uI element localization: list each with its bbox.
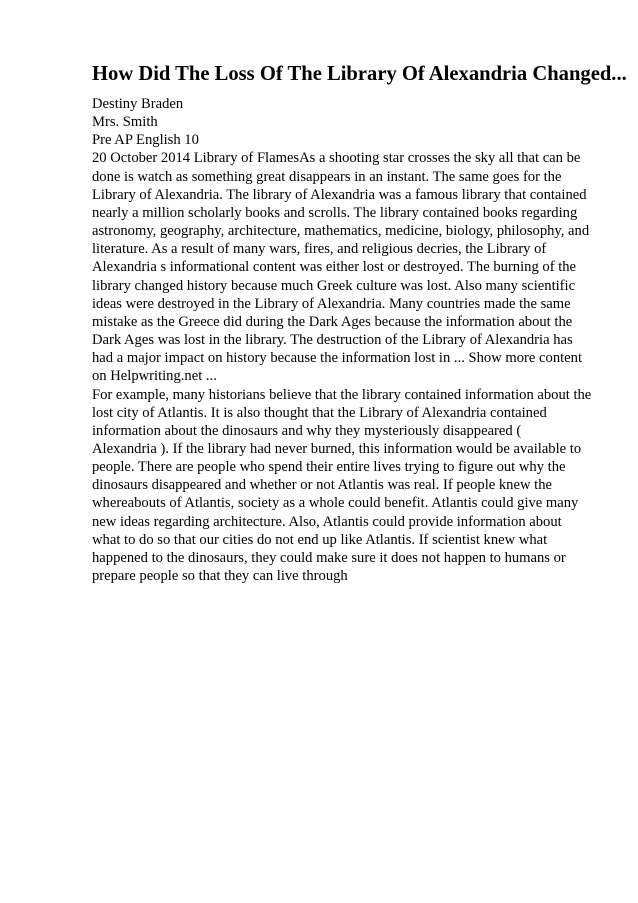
body-line: on Helpwriting.net ... xyxy=(92,368,217,385)
body-line: new ideas regarding architecture. Also, Atlantis could provide information about xyxy=(92,513,562,530)
body-line: done is watch as something great disappears in an instant. The same goes for the xyxy=(92,168,562,185)
body-line: Destiny Braden xyxy=(92,96,184,112)
body-line: 20 October 2014 Library of FlamesAs a shooting star crosses the sky all that can be xyxy=(92,150,581,167)
body-line: information about the dinosaurs and why they mysteriously disappeared ( xyxy=(92,422,522,439)
body-line: had a major impact on history because the information lost in ... Show more content xyxy=(92,350,582,367)
body-line: what to do so that our cities do not end up like Atlantis. If scientist knew what xyxy=(92,531,548,548)
document-body xyxy=(92,95,602,585)
body-line: mistake as the Greece did during the Dark Ages because the information about the xyxy=(92,313,573,330)
document-title: How Did The Loss Of The Library Of Alexandria Changed... xyxy=(92,63,627,85)
body-line: Dark Ages was lost in the library. The destruction of the Library of Alexandria has xyxy=(92,332,573,349)
body-line: dinosaurs disappeared and whether or not Atlantis was real. If people knew the xyxy=(92,477,552,494)
body-line: nearly a million scholarly books and scrolls. The library contained books regarding xyxy=(92,204,578,221)
body-line: Library of Alexandria. The library of Alexandria was a famous library that contained xyxy=(92,186,587,203)
body-line: happened to the dinosaurs, they could make sure it does not happen to humans or xyxy=(92,549,566,566)
body-line: library changed history because much Greek culture was lost. Also many scientific xyxy=(92,277,576,294)
body-line: astronomy, geography, architecture, mathematics, medicine, biology, philosophy, and xyxy=(92,223,590,240)
body-line: ideas were destroyed in the Library of Alexandria. Many countries made the same xyxy=(92,295,571,312)
body-line: Alexandria ). If the library had never burned, this information would be available to xyxy=(92,440,582,457)
body-line: people. There are people who spend their entire lives trying to figure out why the xyxy=(92,459,566,476)
body-line: literature. As a result of many wars, fires, and religious decries, the Library of xyxy=(92,241,547,258)
body-line: Alexandria s informational content was either lost or destroyed. The burning of the xyxy=(92,259,577,276)
body-line: Pre AP English 10 xyxy=(92,132,199,149)
body-line: For example, many historians believe that the library contained information about the xyxy=(92,386,592,403)
body-line: prepare people so that they can live through xyxy=(92,568,348,585)
body-line: Mrs. Smith xyxy=(92,114,158,131)
body-line: whereabouts of Atlantis, society as a whole could benefit. Atlantis could give many xyxy=(92,495,579,512)
body-line: lost city of Atlantis. It is also thought that the Library of Alexandria contained xyxy=(92,404,547,421)
